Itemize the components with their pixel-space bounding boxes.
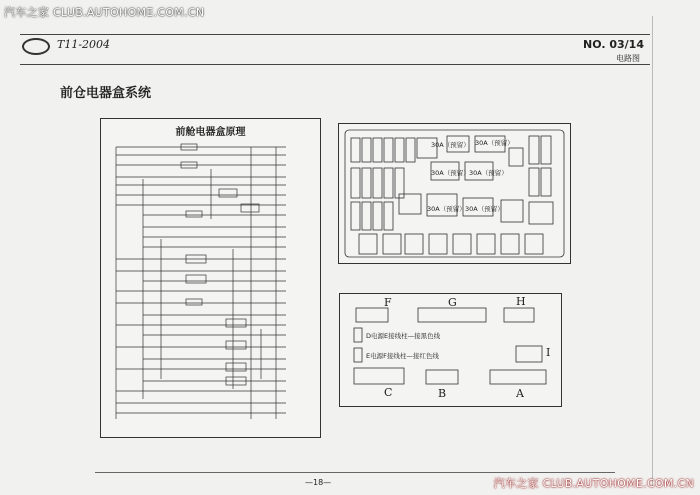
connector-diagram — [339, 293, 562, 407]
schematic-title: 前舱电器盒原理 — [175, 127, 246, 138]
schematic-diagram — [100, 118, 321, 438]
legend-e-terminal: E电源F接线柱—接红色线 — [366, 352, 439, 360]
footer-rule — [95, 472, 615, 473]
page-subtitle: 电路图 — [616, 54, 640, 63]
fuse-label-3: 30A（预留） — [431, 169, 470, 177]
page-edge-line — [652, 16, 653, 486]
header-rule-bottom — [20, 64, 650, 65]
connector-label-f: F — [384, 296, 392, 309]
fuse-box-layout — [338, 123, 571, 264]
section-title: 前仓电器盒系统 — [60, 86, 152, 101]
connector-label-h: H — [516, 295, 526, 308]
connector-svg — [340, 294, 561, 406]
model-code: T11-2004 — [57, 38, 111, 51]
connector-label-c: C — [384, 386, 393, 399]
header-rule-top — [20, 34, 650, 35]
fuse-label-5: 30A（预留） — [427, 205, 466, 213]
fuse-label-6: 30A（预留） — [465, 205, 504, 213]
connector-label-a: A — [516, 387, 524, 400]
page-number: NO. 03/14 — [583, 38, 644, 51]
watermark-bottom: 汽车之家 CLUB.AUTOHOME.COM.CN — [493, 477, 694, 490]
footer-page-number: —18— — [305, 478, 332, 487]
fuse-label-2: 30A（预留） — [475, 139, 514, 147]
fuse-label-4: 30A（预留） — [469, 169, 508, 177]
schematic-wiring-svg — [101, 119, 320, 437]
connector-label-g: G — [448, 296, 457, 309]
connector-label-b: B — [438, 387, 447, 400]
chery-logo-icon — [22, 38, 50, 55]
connector-label-i: I — [546, 346, 551, 359]
legend-d-terminal: D电源E接线柱—接黑色线 — [366, 332, 441, 340]
fuse-label-1: 30A（预留） — [431, 141, 470, 149]
watermark-top: 汽车之家 CLUB.AUTOHOME.COM.CN — [4, 6, 205, 19]
